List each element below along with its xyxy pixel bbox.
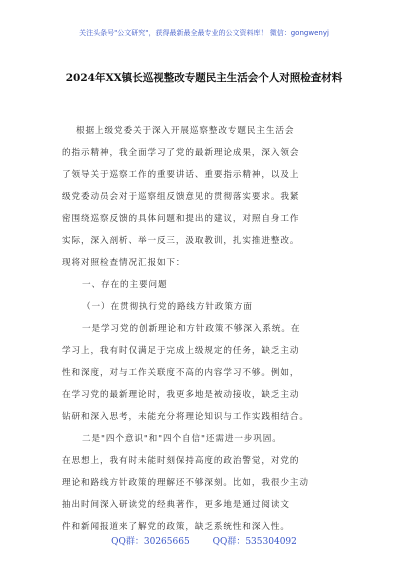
paragraph-line: 二是"四个意识"和"四个自信"还需进一步巩固。 (82, 434, 282, 444)
paragraph-line: 在思想上，我有时未能时刻保持高度的政治警觉，对党的 (62, 456, 300, 466)
paragraph-line: 级党委动员会对于巡察组反馈意见的贯彻落实要求。我紧 (62, 192, 300, 202)
section-heading: 一、存在的主要问题 (82, 280, 168, 290)
paragraph-line: 密围绕巡察反馈的具体问题和提出的建议，对照自身工作 (62, 214, 300, 224)
paragraph-line: 在学习党的最新理论时，我更多地是被动接收，缺乏主动 (62, 390, 300, 400)
paragraph-line: 一是学习党的创新理论和方针政策不够深入系统。在 (82, 324, 301, 334)
paragraph-line: 了领导关于巡察工作的重要讲话、重要指示精神，以及上 (62, 170, 300, 180)
paragraph-line: 现将对照检查情况汇报如下： (62, 258, 186, 268)
paragraph-line: 学习上，我有时仅满足于完成上级规定的任务，缺乏主动 (62, 346, 300, 356)
paragraph-line: 抽出时间深入研读党的经典著作，更多地是通过阅读文 (62, 500, 290, 510)
paragraph-line: 件和新闻报道来了解党的政策，缺乏系统性和深入性。 (62, 522, 290, 532)
subsection-heading: （一）在贯彻执行党的路线方针政策方面 (82, 302, 253, 312)
paragraph-line: 钻研和深入思考，未能充分将理论知识与工作实践相结合。 (62, 412, 309, 422)
paragraph-line: 根据上级党委关于深入开展巡察整改专题民主生活会 (76, 126, 295, 136)
paragraph-line: 的指示精神，我全面学习了党的最新理论成果，深入领会 (62, 148, 300, 158)
document-title: 2024年XX镇长巡视整改专题民主生活会个人对照检查材料 (65, 72, 343, 84)
qq-group-2: QQ群：535304092 (212, 537, 297, 547)
qq-group-1: QQ群：30265665 (111, 537, 190, 547)
paragraph-line: 性和深度，对与工作关联度不高的内容学习不够。例如， (62, 368, 300, 378)
paragraph-line: 理论和路线方针政策的理解还不够深刻。比如，我很少主动 (62, 478, 309, 488)
footer-qq-groups (0, 534, 408, 547)
header-promo-note: 关注头条号"公文研究"，获得最新最全最专业的公文资料库！ 微信：gongwenyj (79, 29, 329, 37)
paragraph-line: 实际，深入剖析、举一反三，汲取教训，扎实推进整改。 (62, 236, 300, 246)
